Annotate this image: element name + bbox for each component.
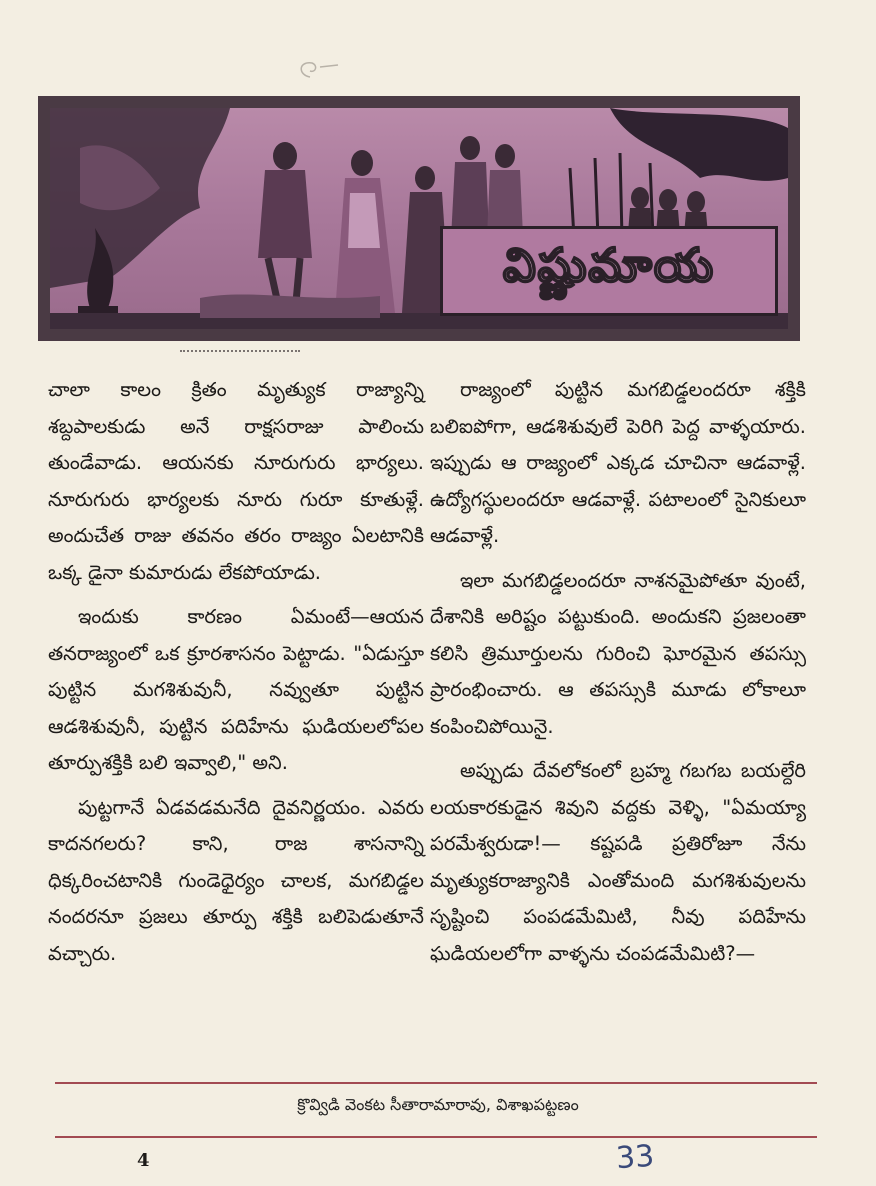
- paragraph: ఇందుకు కారణం ఏమంటే—ఆయన తనరాజ్యంలో ఒక క్రూరశాసనం పెట్టాడు. "ఏడుస్తూ పుట్టిన మగశిశువునీ, నవ్వుతూ పుట్టిన ఆడశిశువునీ, పుట్టిన పదిహేను ఘడియలలోపల తూర్పుశక్తికి బలి ఇవ్వాలి," అని.: [48, 605, 424, 774]
- story-banner: [38, 96, 800, 341]
- page-number: 4: [137, 1150, 150, 1171]
- dotted-divider: [180, 350, 300, 356]
- left-column: [48, 372, 424, 980]
- footer-rule-bottom: [55, 1136, 817, 1138]
- handwritten-number: 33: [614, 1138, 656, 1177]
- paragraph: ఇలా మగబిడ్డలందరూ నాశనమైపోతూ వుంటే, దేశానికి అరిష్టం పట్టుకుంది. అందుకని ప్రజలంతా కలిసి త్రిమూర్తులను గురించి ఘోరమైన తపస్సు ప్రారంభించారు. ఆ తపస్సుకి మూడు లోకాలూ కంపించిపోయినై.: [430, 568, 806, 738]
- paragraph: చాలా కాలం క్రితం మృత్యుక రాజ్యాన్ని శబ్దపాలకుడు అనే రాక్షసరాజు పాలించు తుండేవాడు. ఆయనకు నూరుగురు భార్యలు. నూరుగురు భార్యలకు నూరు గురూ కూతుళ్లే. అందుచేత రాజు తవనం తరం రాజ్యం ఏలటానికి ఒక్క డైనా కుమారుడు లేకపోయాడు.: [48, 378, 424, 584]
- pencil-scribble: [290, 55, 350, 85]
- right-column: [430, 372, 806, 980]
- title-box: [440, 226, 778, 316]
- author-credit: క్రొవ్విడి వెంకట సీతారామారావు, విశాఖపట్టణం: [297, 1095, 579, 1114]
- story-title: విష్ణుమాయ: [502, 238, 715, 292]
- paragraph: రాజ్యంలో పుట్టిన మగబిడ్డలందరూ శక్తికి బలిఐపోగా, ఆడశిశువులే పెరిగి పెద్ద వాళ్ళయారు. ఇప్పుడు ఆ రాజ్యంలో ఎక్కడ చూచినా ఆడవాళ్లే. ఉద్యోగస్థులందరూ ఆడవాళ్లే. పటాలంలో సైనికులూ ఆడవాళ్లే.: [430, 378, 806, 547]
- paragraph: పుట్టగానే ఏడవడమనేది దైవనిర్ణయం. ఎవరు కాదనగలరు? కాని, రాజ శాసనాన్ని ధిక్కరించటానికి గుండెధైర్యం చాలక, మగబిడ్డల నందరనూ ప్రజలు తూర్పు శక్తికి బలిపెడుతూనే వచ్చారు.: [48, 795, 424, 965]
- banner-illustration: [50, 108, 788, 329]
- paragraph: అప్పుడు దేవలోకంలో బ్రహ్మ గబగబ బయల్దేరి లయకారకుడైన శివుని వద్దకు వెళ్ళి, "ఏమయ్యా పరమేశ్వరుడా!— కష్టపడి ప్రతిరోజూ నేను మృత్యుకరాజ్యానికి ఎంతోమంది మగశిశువులను సృష్టించి పంపడమేమిటి, నీవు పదిహేను ఘడియలలోగా వాళ్ళను చంపడమేమిటి?—: [430, 759, 806, 965]
- footer-rule-top: [55, 1082, 817, 1084]
